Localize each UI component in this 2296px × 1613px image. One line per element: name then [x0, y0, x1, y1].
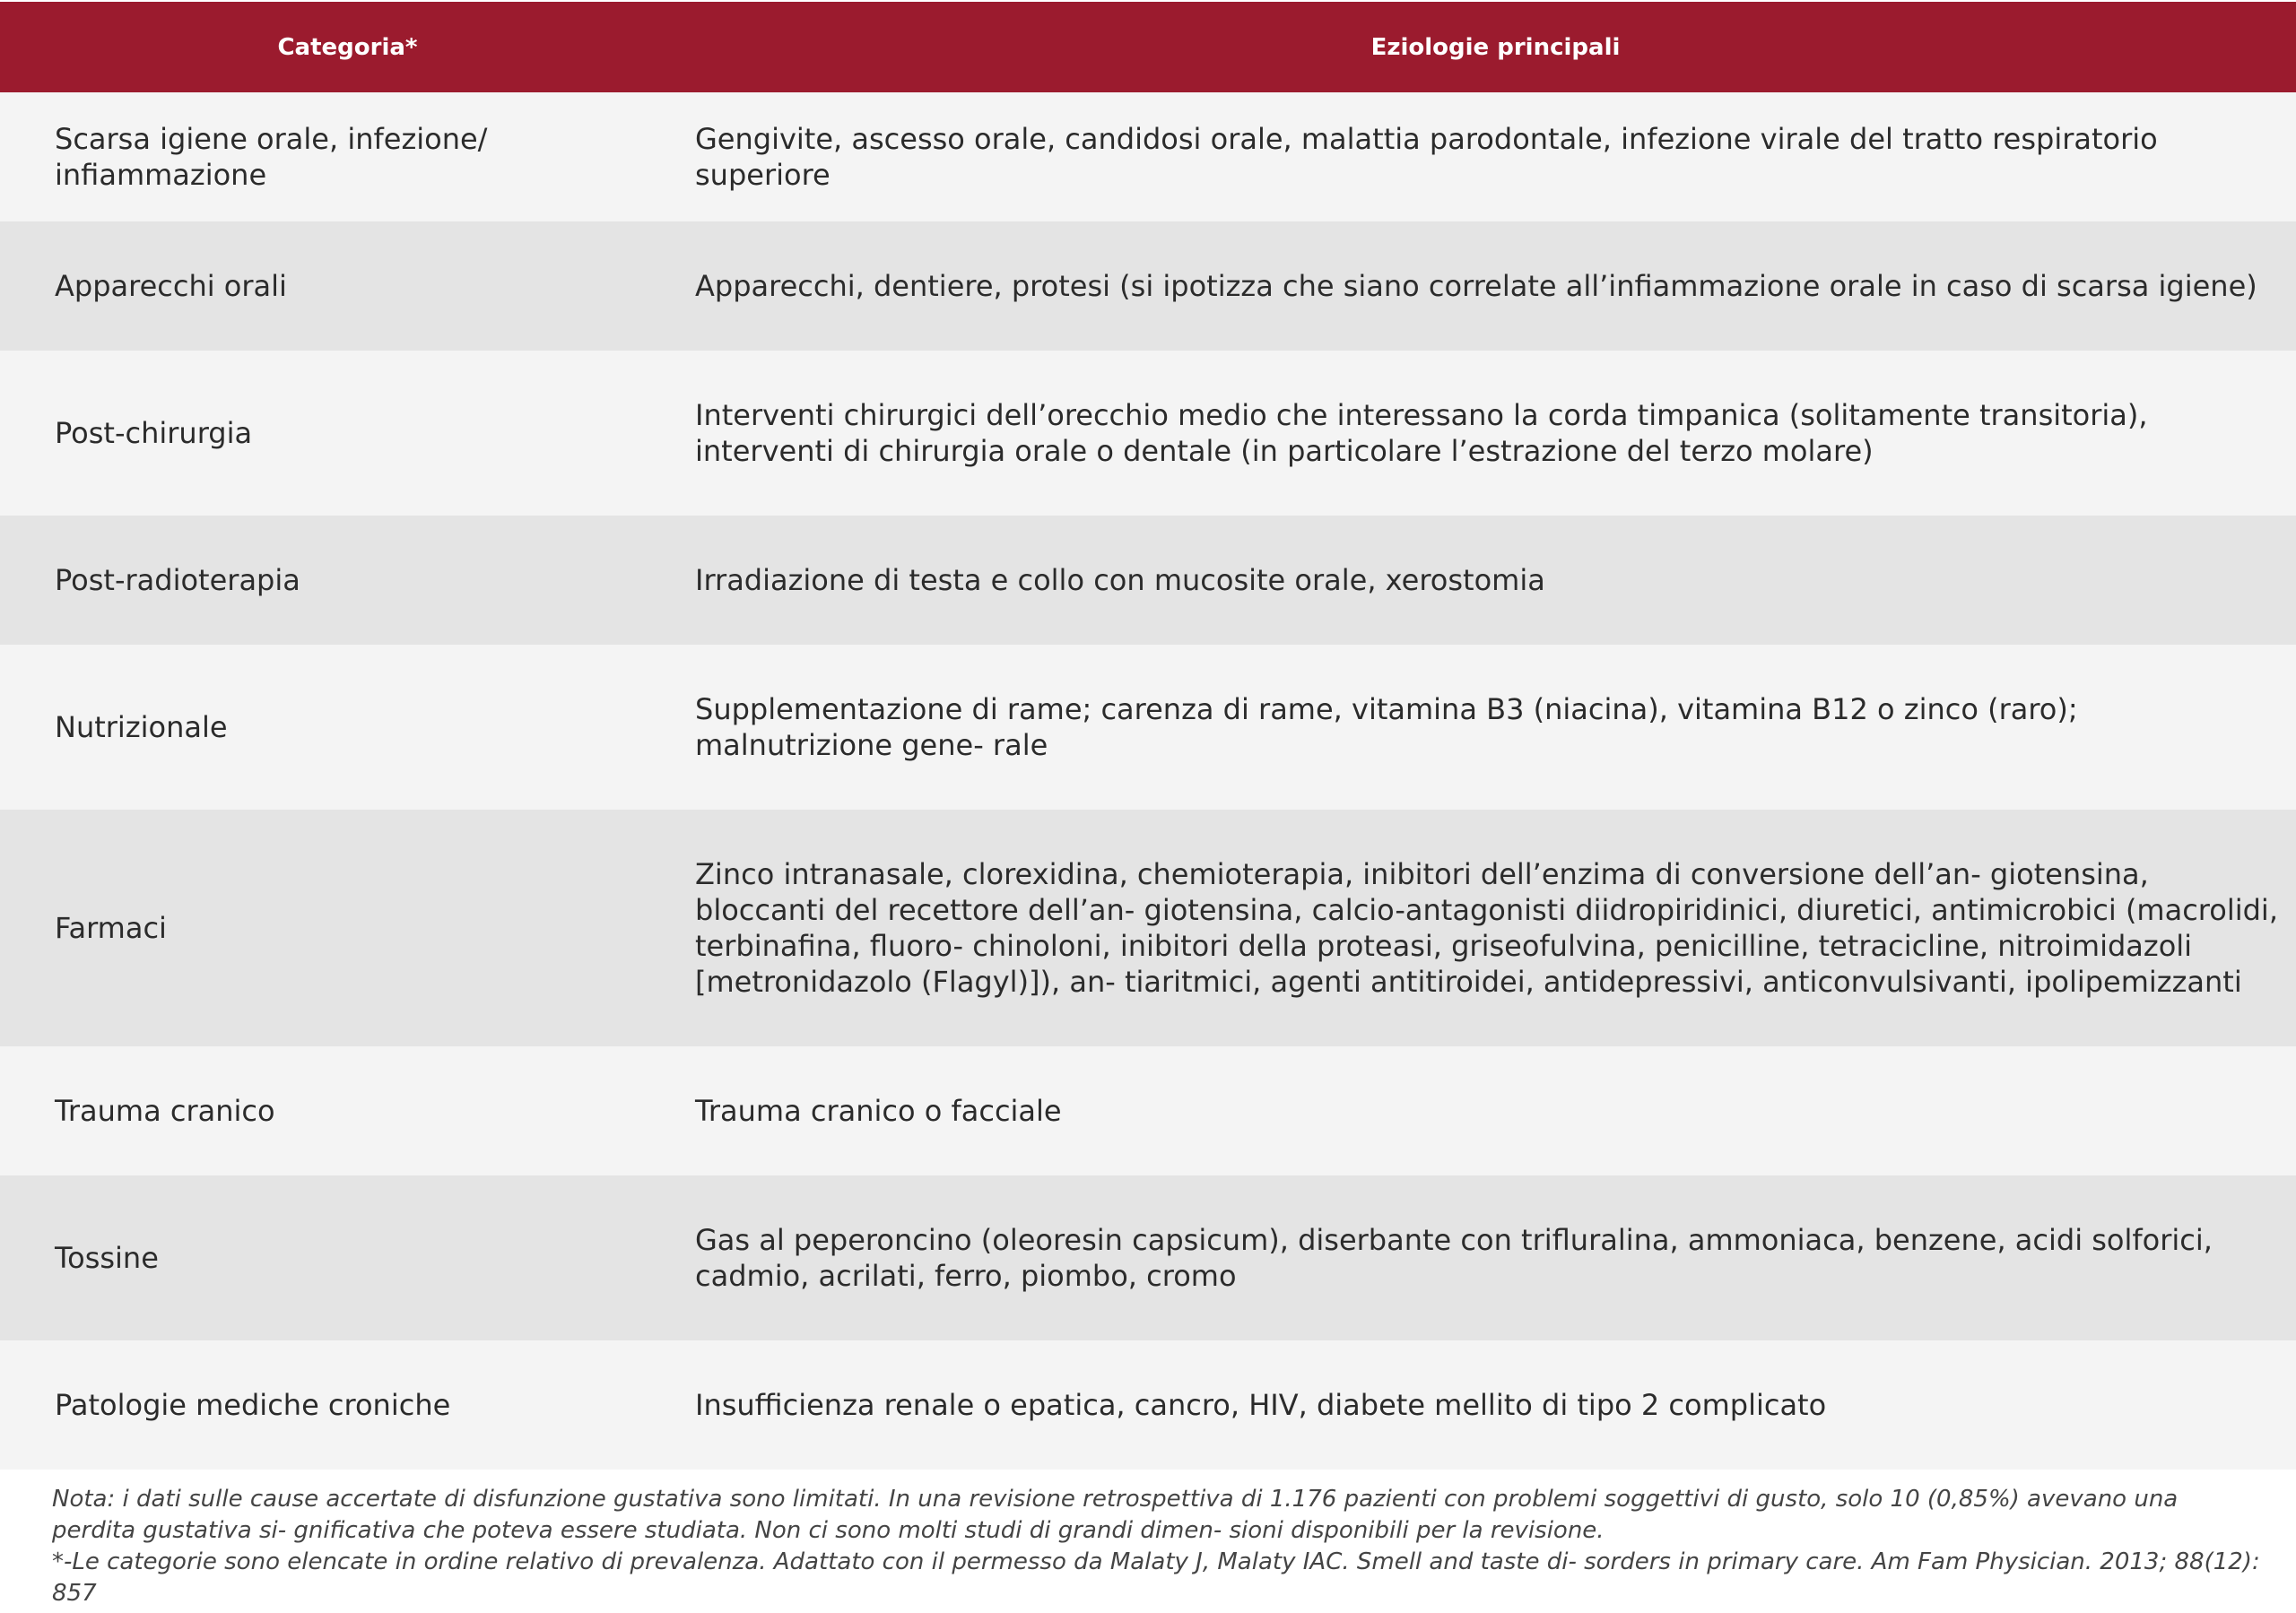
cell-etiology: Supplementazione di rame; carenza di rame, vitamina B3 (niacina), vitamina B12 o zinco (raro); malnutrizione gene- rale [695, 645, 2296, 810]
cell-category: Post-radioterapia [0, 516, 695, 645]
cell-category: Nutrizionale [0, 645, 695, 810]
table-row [0, 516, 2296, 645]
cell-etiology: Irradiazione di testa e collo con mucosite orale, xerostomia [695, 516, 2296, 645]
cell-etiology: Gas al peperoncino (oleoresin capsicum), diserbante con trifluralina, ammoniaca, benzene, acidi solforici, cadmio, acrilati, ferro, piombo, cromo [695, 1175, 2296, 1340]
table-row [0, 810, 2296, 1046]
cell-etiology: Gengivite, ascesso orale, candidosi orale, malattia parodontale, infezione virale del tratto respiratorio superiore [695, 92, 2296, 221]
footnote-text: *-Le categorie sono elencate in ordine relativo di prevalenza. Adattato con il permesso da Malaty J, Malaty IAC. Smell and taste di- sorders in primary care. Am Fam Physician. 2013; 88(12): 857 [52, 1548, 2260, 1607]
header-etiology: Eziologie principali [695, 2, 2296, 92]
cell-etiology: Trauma cranico o facciale [695, 1046, 2296, 1175]
cell-category: Farmaci [0, 810, 695, 1046]
cell-category: Post-chirurgia [0, 351, 695, 516]
table-row [0, 221, 2296, 351]
table-notes [52, 1484, 2260, 1609]
cell-etiology: Interventi chirurgici dell’orecchio medio che interessano la corda timpanica (solitamente transitoria), interventi di chirurgia orale o dentale (in particolare l’estrazione del terzo molare) [695, 351, 2296, 516]
table-row [0, 1046, 2296, 1175]
table-header-row [0, 2, 2296, 92]
table-row [0, 1175, 2296, 1340]
table-row [0, 92, 2296, 221]
cell-category: Apparecchi orali [0, 221, 695, 351]
cell-category: Scarsa igiene orale, infezione/ infiammazione [0, 92, 695, 221]
header-category: Categoria* [0, 2, 695, 92]
cell-category: Trauma cranico [0, 1046, 695, 1175]
cell-etiology: Insufficienza renale o epatica, cancro, HIV, diabete mellito di tipo 2 complicato [695, 1340, 2296, 1470]
table-row [0, 351, 2296, 516]
cell-category: Tossine [0, 1175, 695, 1340]
table-row [0, 645, 2296, 810]
cell-category: Patologie mediche croniche [0, 1340, 695, 1470]
etiology-table [0, 2, 2296, 1470]
note-text: Nota: i dati sulle cause accertate di disfunzione gustativa sono limitati. In una revisione retrospettiva di 1.176 pazienti con problemi soggettivi di gusto, solo 10 (0,85%) avevano una perdita gustativa si- gnificativa che poteva essere studiata. Non ci sono molti studi di grandi dimen- sioni disponibili per la revisione. [52, 1486, 2179, 1544]
table-row [0, 1340, 2296, 1470]
cell-etiology: Apparecchi, dentiere, protesi (si ipotizza che siano correlate all’infiammazione orale in caso di scarsa igiene) [695, 221, 2296, 351]
cell-etiology: Zinco intranasale, clorexidina, chemioterapia, inibitori dell’enzima di conversione dell’an- giotensina, bloccanti del recettore dell’an- giotensina, calcio-antagonisti diidropiridinici, diuretici, antimicrobici (macrolidi, terbinafina, fluoro- chinoloni, inibitori della proteasi, griseofulvina, penicilline, tetracicline, nitroimidazoli [metronidazolo (Flagyl)]), an- tiaritmici, agenti antitiroidei, antidepressivi, anticonvulsivanti, ipolipemizzanti [695, 810, 2296, 1046]
